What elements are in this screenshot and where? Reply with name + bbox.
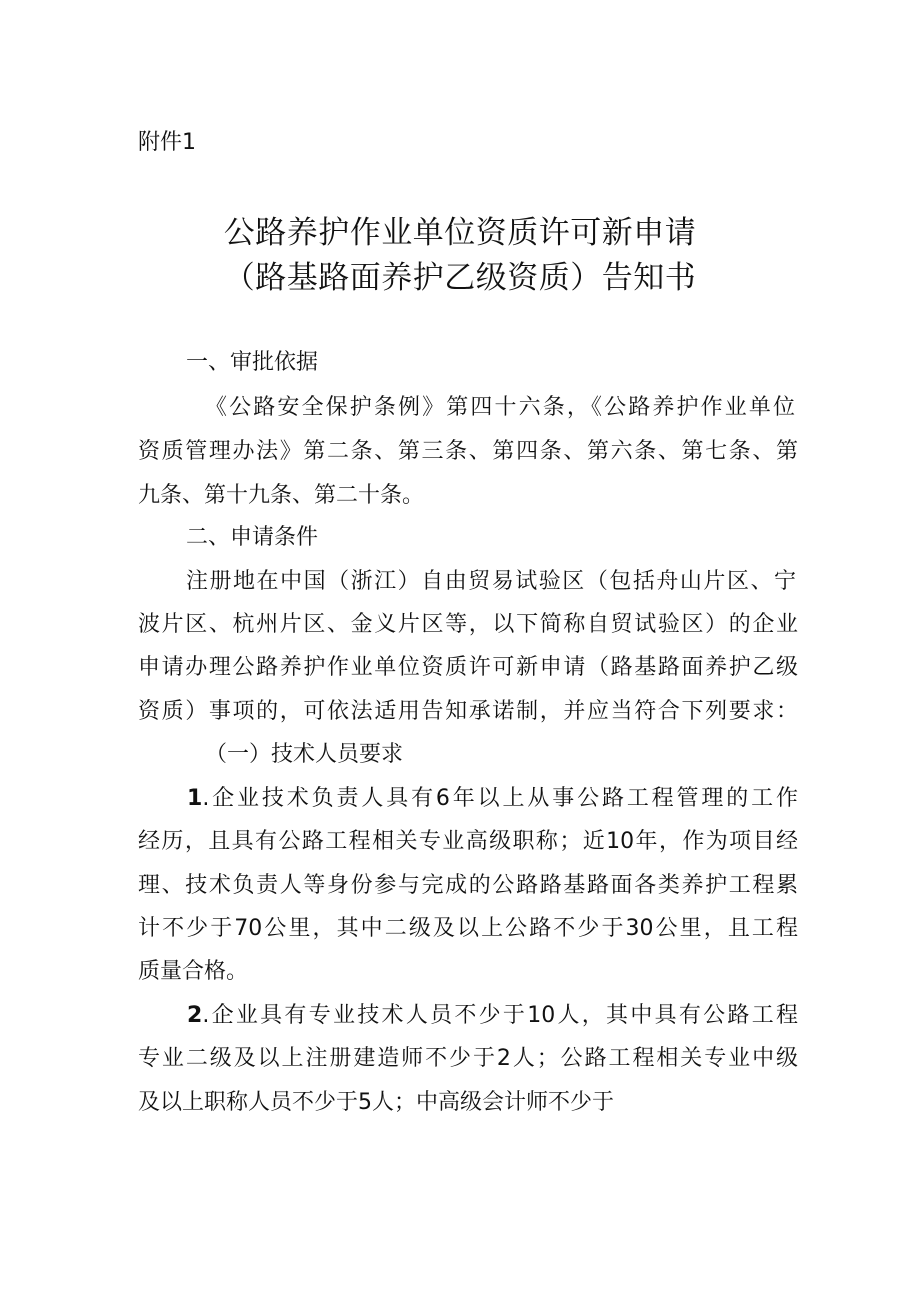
section-2-paragraph-line: 资质）事项的，可依法适用告知承诺制，并应当符合下列要求： xyxy=(138,699,798,724)
section-1-paragraph-line: 九条、第十九条、第二十条。 xyxy=(138,483,425,508)
attachment-label: 附件1 xyxy=(138,130,196,155)
item-1-line: 质量合格。 xyxy=(138,959,249,984)
item-1-line: 计不少于70公里，其中二级及以上公路不少于30公里，且工程 xyxy=(138,916,798,941)
subsection-heading: （一）技术人员要求 xyxy=(205,742,404,767)
item-2-number: 2 xyxy=(187,1003,203,1028)
item-1-line: 理、技术负责人等身份参与完成的公路路基路面各类养护工程累 xyxy=(138,873,798,898)
section-1-heading: 一、审批依据 xyxy=(186,350,319,375)
item-2-line: 及以上职称人员不少于5人；中高级会计师不少于 xyxy=(138,1090,614,1115)
item-2-first-line xyxy=(187,1001,798,1031)
section-2-paragraph-line: 注册地在中国（浙江）自由贸易试验区（包括舟山片区、宁 xyxy=(186,569,796,594)
item-2-line: 专业二级及以上注册建造师不少于2人；公路工程相关专业中级 xyxy=(138,1046,798,1071)
section-2-paragraph-line: 波片区、杭州片区、金义片区等，以下简称自贸试验区）的企业 xyxy=(138,612,798,637)
document-title-line-2: （路基路面养护乙级资质）告知书 xyxy=(223,260,697,296)
section-2-heading: 二、申请条件 xyxy=(186,525,319,550)
item-1-line: 经历，且具有公路工程相关专业高级职称；近10年，作为项目经 xyxy=(138,829,798,854)
item-1-number: 1 xyxy=(187,786,203,811)
document-title-line-1: 公路养护作业单位资质许可新申请 xyxy=(223,215,697,251)
section-1-paragraph-line: 资质管理办法》第二条、第三条、第四条、第六条、第七条、第 xyxy=(138,439,798,464)
item-2-text: .企业具有专业技术人员不少于10人，其中具有公路工程 xyxy=(202,1003,798,1028)
item-1-first-line xyxy=(187,784,798,814)
item-1-text: .企业技术负责人具有6年以上从事公路工程管理的工作 xyxy=(202,786,798,811)
section-2-paragraph-line: 申请办理公路养护作业单位资质许可新申请（路基路面养护乙级 xyxy=(138,655,798,680)
section-1-paragraph-line: 《公路安全保护条例》第四十六条，《公路养护作业单位 xyxy=(205,395,795,420)
